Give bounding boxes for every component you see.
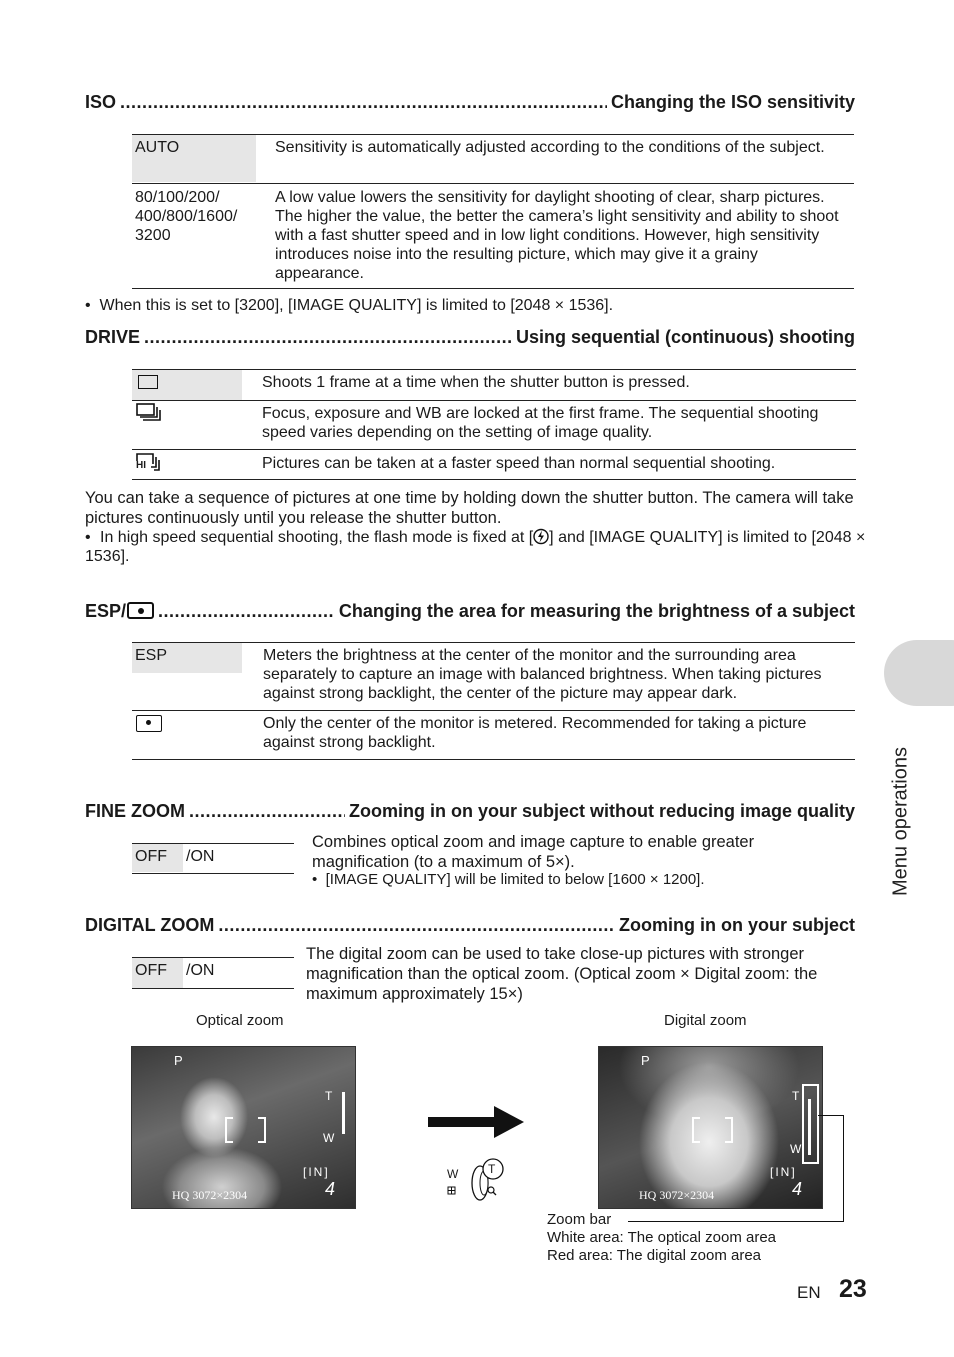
sequential-icon <box>136 403 164 423</box>
drive-paragraph: You can take a sequence of pictures at one time by holding down the shutter button. The camera will take pictures continuously until you release the shutter button. <box>85 489 854 527</box>
iso-note: • When this is set to [3200], [IMAGE QUALITY] is limited to [2048 × 1536]. <box>85 297 614 314</box>
leader-dots <box>218 915 615 936</box>
table-rule <box>132 183 854 184</box>
table-rule <box>132 400 856 401</box>
zoom-lever <box>446 1158 510 1202</box>
quality-indicator: HQ 3072×2304 <box>172 1188 248 1202</box>
table-rule <box>132 479 856 480</box>
fine-zoom-on: /ON <box>186 848 215 865</box>
mode-indicator: P <box>174 1053 183 1068</box>
hi-label: HI <box>136 460 146 471</box>
table-rule <box>132 759 855 760</box>
memory-indicator: [IN] <box>770 1165 797 1179</box>
lever-w-label: W <box>447 1167 459 1181</box>
drive-note-a: In high speed sequential shooting, the flash mode is fixed at [ <box>100 529 534 546</box>
shots-remaining: 4 <box>325 1179 336 1199</box>
hi-sequential-icon <box>135 452 163 474</box>
focus-bracket-left <box>225 1117 233 1143</box>
wide-indicator: W <box>323 1131 335 1145</box>
fine-zoom-off: OFF <box>135 848 167 865</box>
digital-zoom-heading <box>85 915 855 936</box>
lever-t-label: T <box>488 1162 496 1176</box>
table-rule <box>132 988 294 989</box>
esp-desc: Meters the brightness at the center of the monitor and the surrounding area separately to capture an image with balanced brightness. When taking pictures against strong backlight, the center of the picture may appear dark. <box>263 647 822 702</box>
drive-desc-single: Shoots 1 frame at a time when the shutter button is pressed. <box>262 374 690 391</box>
callout-line <box>628 1221 844 1222</box>
zoom-bar-label: Zoom bar <box>547 1211 612 1228</box>
zoom-bar <box>342 1092 345 1134</box>
table-rule <box>132 288 854 289</box>
esp-heading-label: ESP/ <box>85 601 127 621</box>
optical-zoom-screen <box>131 1046 356 1209</box>
leader-dots <box>144 327 512 348</box>
iso-note-text: When this is set to [3200], [IMAGE QUALITY] is limited to [2048 × 1536]. <box>99 297 614 314</box>
digital-zoom-off: OFF <box>135 962 167 979</box>
white-area-label: White area: The optical zoom area <box>547 1229 777 1246</box>
table-rule <box>132 710 855 711</box>
fine-zoom-note: • [IMAGE QUALITY] will be limited to below [1600 × 1200]. <box>312 871 705 888</box>
memory-indicator: [IN] <box>303 1165 330 1179</box>
zoom-bar <box>808 1099 811 1155</box>
drive-note-b: ] and [IMAGE QUALITY] is limited to [2048 × 1536]. <box>85 529 866 565</box>
optical-zoom-caption: Optical zoom <box>196 1012 284 1029</box>
spot-icon <box>127 602 154 619</box>
digital-zoom-label: DIGITAL ZOOM <box>85 915 215 935</box>
drive-desc-hi: Pictures can be taken at a faster speed than normal sequential shooting. <box>262 455 776 472</box>
esp-key: ESP <box>135 647 168 664</box>
tele-indicator: T <box>325 1089 333 1103</box>
focus-bracket-right <box>725 1117 733 1143</box>
fine-zoom-desc: Combines optical zoom and image capture to enable greater magnification (to a maximum of 5×). <box>312 833 755 871</box>
digital-zoom-screen <box>598 1046 823 1209</box>
digital-zoom-on: /ON <box>186 962 215 979</box>
single-frame-icon <box>138 375 158 389</box>
side-tab <box>884 640 954 706</box>
callout-line <box>843 1115 844 1222</box>
drive-heading-label: DRIVE <box>85 327 141 347</box>
focus-bracket-left <box>692 1117 700 1143</box>
iso-key-values: 80/100/200/ 400/800/1600/ 3200 <box>135 189 238 244</box>
iso-desc-values: A low value lowers the sensitivity for daylight shooting of clear, sharp pictures. The higher the value, the better the camera’s light sensitivity and ability to shoot with a fast shutter speed and in low light conditions. However, high sensitivity introduces noise into the resulting picture, which may give it a grainy appearance. <box>275 189 839 282</box>
iso-heading-label: ISO <box>85 92 117 112</box>
esp-heading <box>85 600 855 622</box>
callout-line <box>818 1115 843 1116</box>
arrow-right-icon <box>426 1105 526 1139</box>
mode-indicator: P <box>641 1053 650 1068</box>
fine-zoom-title: Zooming in on your subject without reducing image quality <box>348 801 855 821</box>
tele-indicator: T <box>792 1089 800 1103</box>
spot-desc: Only the center of the monitor is metered. Recommended for taking a picture against strong backlight. <box>263 715 807 751</box>
footer-lang: EN <box>797 1283 821 1302</box>
focus-bracket-right <box>258 1117 266 1143</box>
page-number: 23 <box>839 1275 867 1303</box>
iso-heading <box>85 92 855 113</box>
fine-zoom-label: FINE ZOOM <box>85 801 185 821</box>
esp-heading-title: Changing the area for measuring the brightness of a subject <box>338 601 855 621</box>
spot-metering-icon <box>136 715 162 732</box>
table-rule <box>132 449 856 450</box>
digital-zoom-desc: The digital zoom can be used to take close-up pictures with stronger magnification than the optical zoom. (Optical zoom × Digital zoom: the maximum approximately 15×) <box>306 945 818 1003</box>
table-rule <box>132 873 294 874</box>
wide-indicator: W <box>790 1142 802 1156</box>
iso-heading-title: Changing the ISO sensitivity <box>610 92 855 112</box>
iso-desc-auto: Sensitivity is automatically adjusted according to the conditions of the subject. <box>275 139 825 156</box>
iso-key-auto: AUTO <box>135 139 180 156</box>
fine-zoom-heading <box>85 801 855 822</box>
drive-note: • In high speed sequential shooting, the flash mode is fixed at [ ] and [IMAGE QUALITY] is limited to [2048 × 1536]. <box>85 529 866 565</box>
side-tab-label: Menu operations <box>889 747 912 896</box>
digital-zoom-caption: Digital zoom <box>664 1012 747 1029</box>
leader-dots <box>120 92 607 113</box>
shots-remaining: 4 <box>792 1179 803 1199</box>
drive-heading-title: Using sequential (continuous) shooting <box>516 327 855 347</box>
red-area-label: Red area: The digital zoom area <box>547 1247 762 1264</box>
drive-desc-sequential: Focus, exposure and WB are locked at the first frame. The sequential shooting speed varies depending on the setting of image quality. <box>262 405 819 441</box>
drive-heading <box>85 327 855 348</box>
digital-zoom-title: Zooming in on your subject <box>619 915 855 935</box>
flash-off-icon <box>533 528 549 545</box>
leader-dots <box>189 801 345 822</box>
fine-zoom-note-text: [IMAGE QUALITY] will be limited to below [1600 × 1200]. <box>325 871 705 888</box>
quality-indicator: HQ 3072×2304 <box>639 1188 715 1202</box>
leader-dots <box>158 601 335 622</box>
